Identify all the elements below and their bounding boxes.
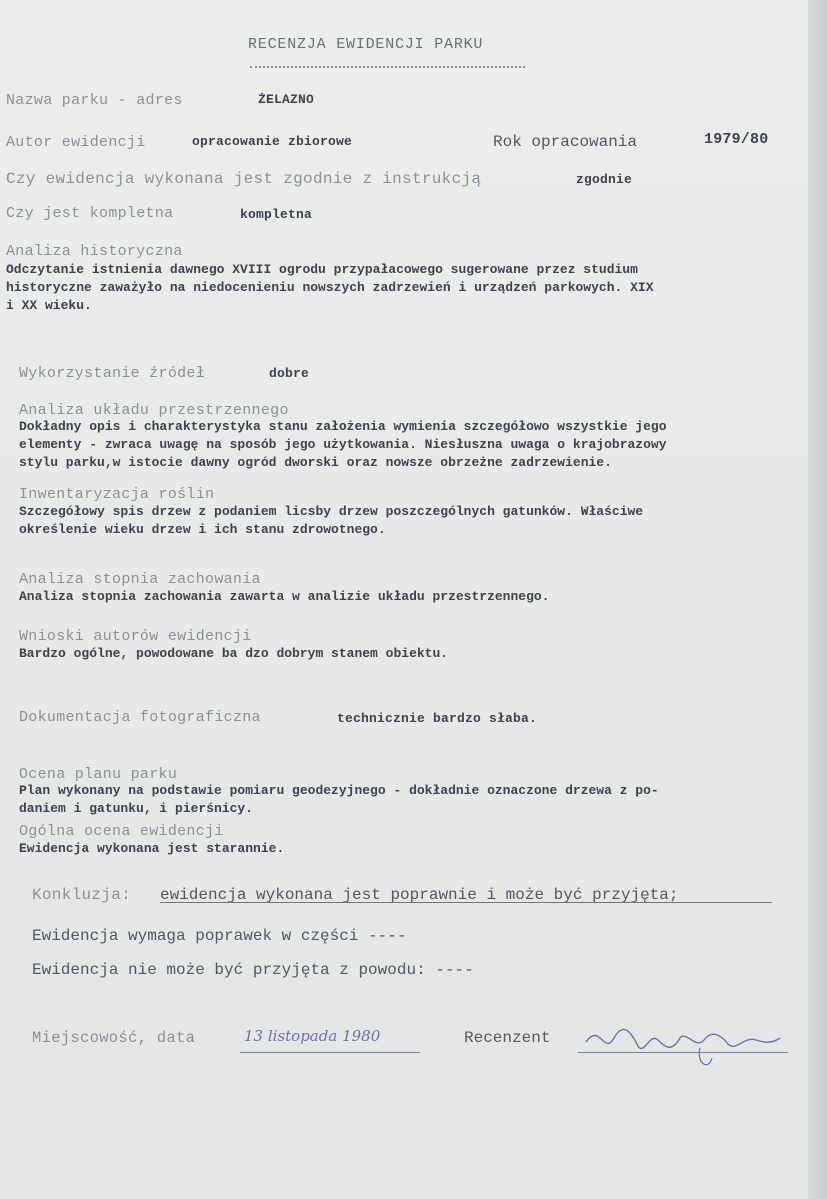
date-handwritten: 13 listopada 1980 — [244, 1027, 381, 1045]
plants-text: Szczegółowy spis drzew z podaniem licsby drzew poszczególnych gatunków. Właściwe określenie wieku drzew i ich stanu zdrowotnego. — [19, 504, 644, 537]
sources-label: Wykorzystanie źródeł — [19, 365, 206, 382]
complete-label: Czy jest kompletna — [6, 205, 174, 222]
reviewer-label: Recenzent — [464, 1029, 551, 1047]
park-value: ŻELAZNO — [258, 92, 315, 107]
complete-value: kompletna — [240, 207, 313, 222]
plants-label: Inwentaryzacja roślin — [19, 486, 215, 503]
conclusions-text: Bardzo ogólne, powodowane ba dzo dobrym stanem obiektu. — [19, 646, 449, 661]
year-label: Rok opracowania — [493, 133, 638, 151]
conclusion-accepted: ewidencja wykonana jest poprawnie i może być przyjęta; — [160, 886, 679, 904]
document-title: RECENZJA EWIDENCJI PARKU — [248, 36, 484, 53]
historical-label: Analiza historyczna — [6, 243, 183, 260]
compliance-label: Czy ewidencja wykonana jest zgodnie z instrukcją — [6, 170, 482, 188]
year-value: 1979/80 — [704, 131, 769, 148]
conclusion-needs-fix: Ewidencja wymaga poprawek w części ---- — [32, 927, 407, 945]
historical-text: Odczytanie istnienia dawnego XVIII ogrodu przypałacowego sugerowane przez studium historyczne zaważyło na niedocenieniu nowszych zadrzewień i urządzeń parkowych. XIX i XX wieku. — [6, 262, 654, 313]
place-date-label: Miejscowość, data — [32, 1029, 196, 1047]
spatial-text: Dokładny opis i charakterystyka stanu założenia wymienia szczegółowo wszystkie jego elementy - zwraca uwagę na sposób jego użytkowania. Niesłuszna uwaga o krajobrazowy stylu parku,w istocie dawny ogród dworski oraz nowsze obrzeżne zadrzewienie. — [19, 419, 667, 470]
page-fold-shadow — [808, 0, 827, 1199]
title-underline — [250, 66, 525, 68]
conclusion-rejected: Ewidencja nie może być przyjęta z powodu: ---- — [32, 961, 474, 979]
photo-label: Dokumentacja fotograficzna — [19, 709, 261, 726]
spatial-label: Analiza układu przestrzennego — [19, 402, 289, 419]
sources-value: dobre — [269, 366, 310, 381]
reviewer-signature-icon — [580, 1012, 785, 1074]
author-label: Autor ewidencji — [6, 134, 146, 151]
conclusion-underline — [160, 902, 772, 903]
compliance-value: zgodnie — [576, 172, 633, 187]
plan-text: Plan wykonany na podstawie pomiaru geodezyjnego - dokładnie oznaczone drzewa z po- daniem i gatunku, i pierśnicy. — [19, 783, 659, 816]
overall-text: Ewidencja wykonana jest starannie. — [19, 841, 285, 856]
photo-value: technicznie bardzo słaba. — [337, 711, 538, 726]
conclusion-label: Konkluzja: — [32, 886, 132, 904]
author-value: opracowanie zbiorowe — [192, 134, 353, 149]
preservation-label: Analiza stopnia zachowania — [19, 571, 261, 588]
plan-label: Ocena planu parku — [19, 766, 178, 783]
overall-label: Ogólna ocena ewidencji — [19, 823, 224, 840]
conclusions-label: Wnioski autorów ewidencji — [19, 628, 252, 645]
preservation-text: Analiza stopnia zachowania zawarta w analizie układu przestrzennego. — [19, 589, 550, 604]
park-label: Nazwa parku - adres — [6, 92, 183, 109]
